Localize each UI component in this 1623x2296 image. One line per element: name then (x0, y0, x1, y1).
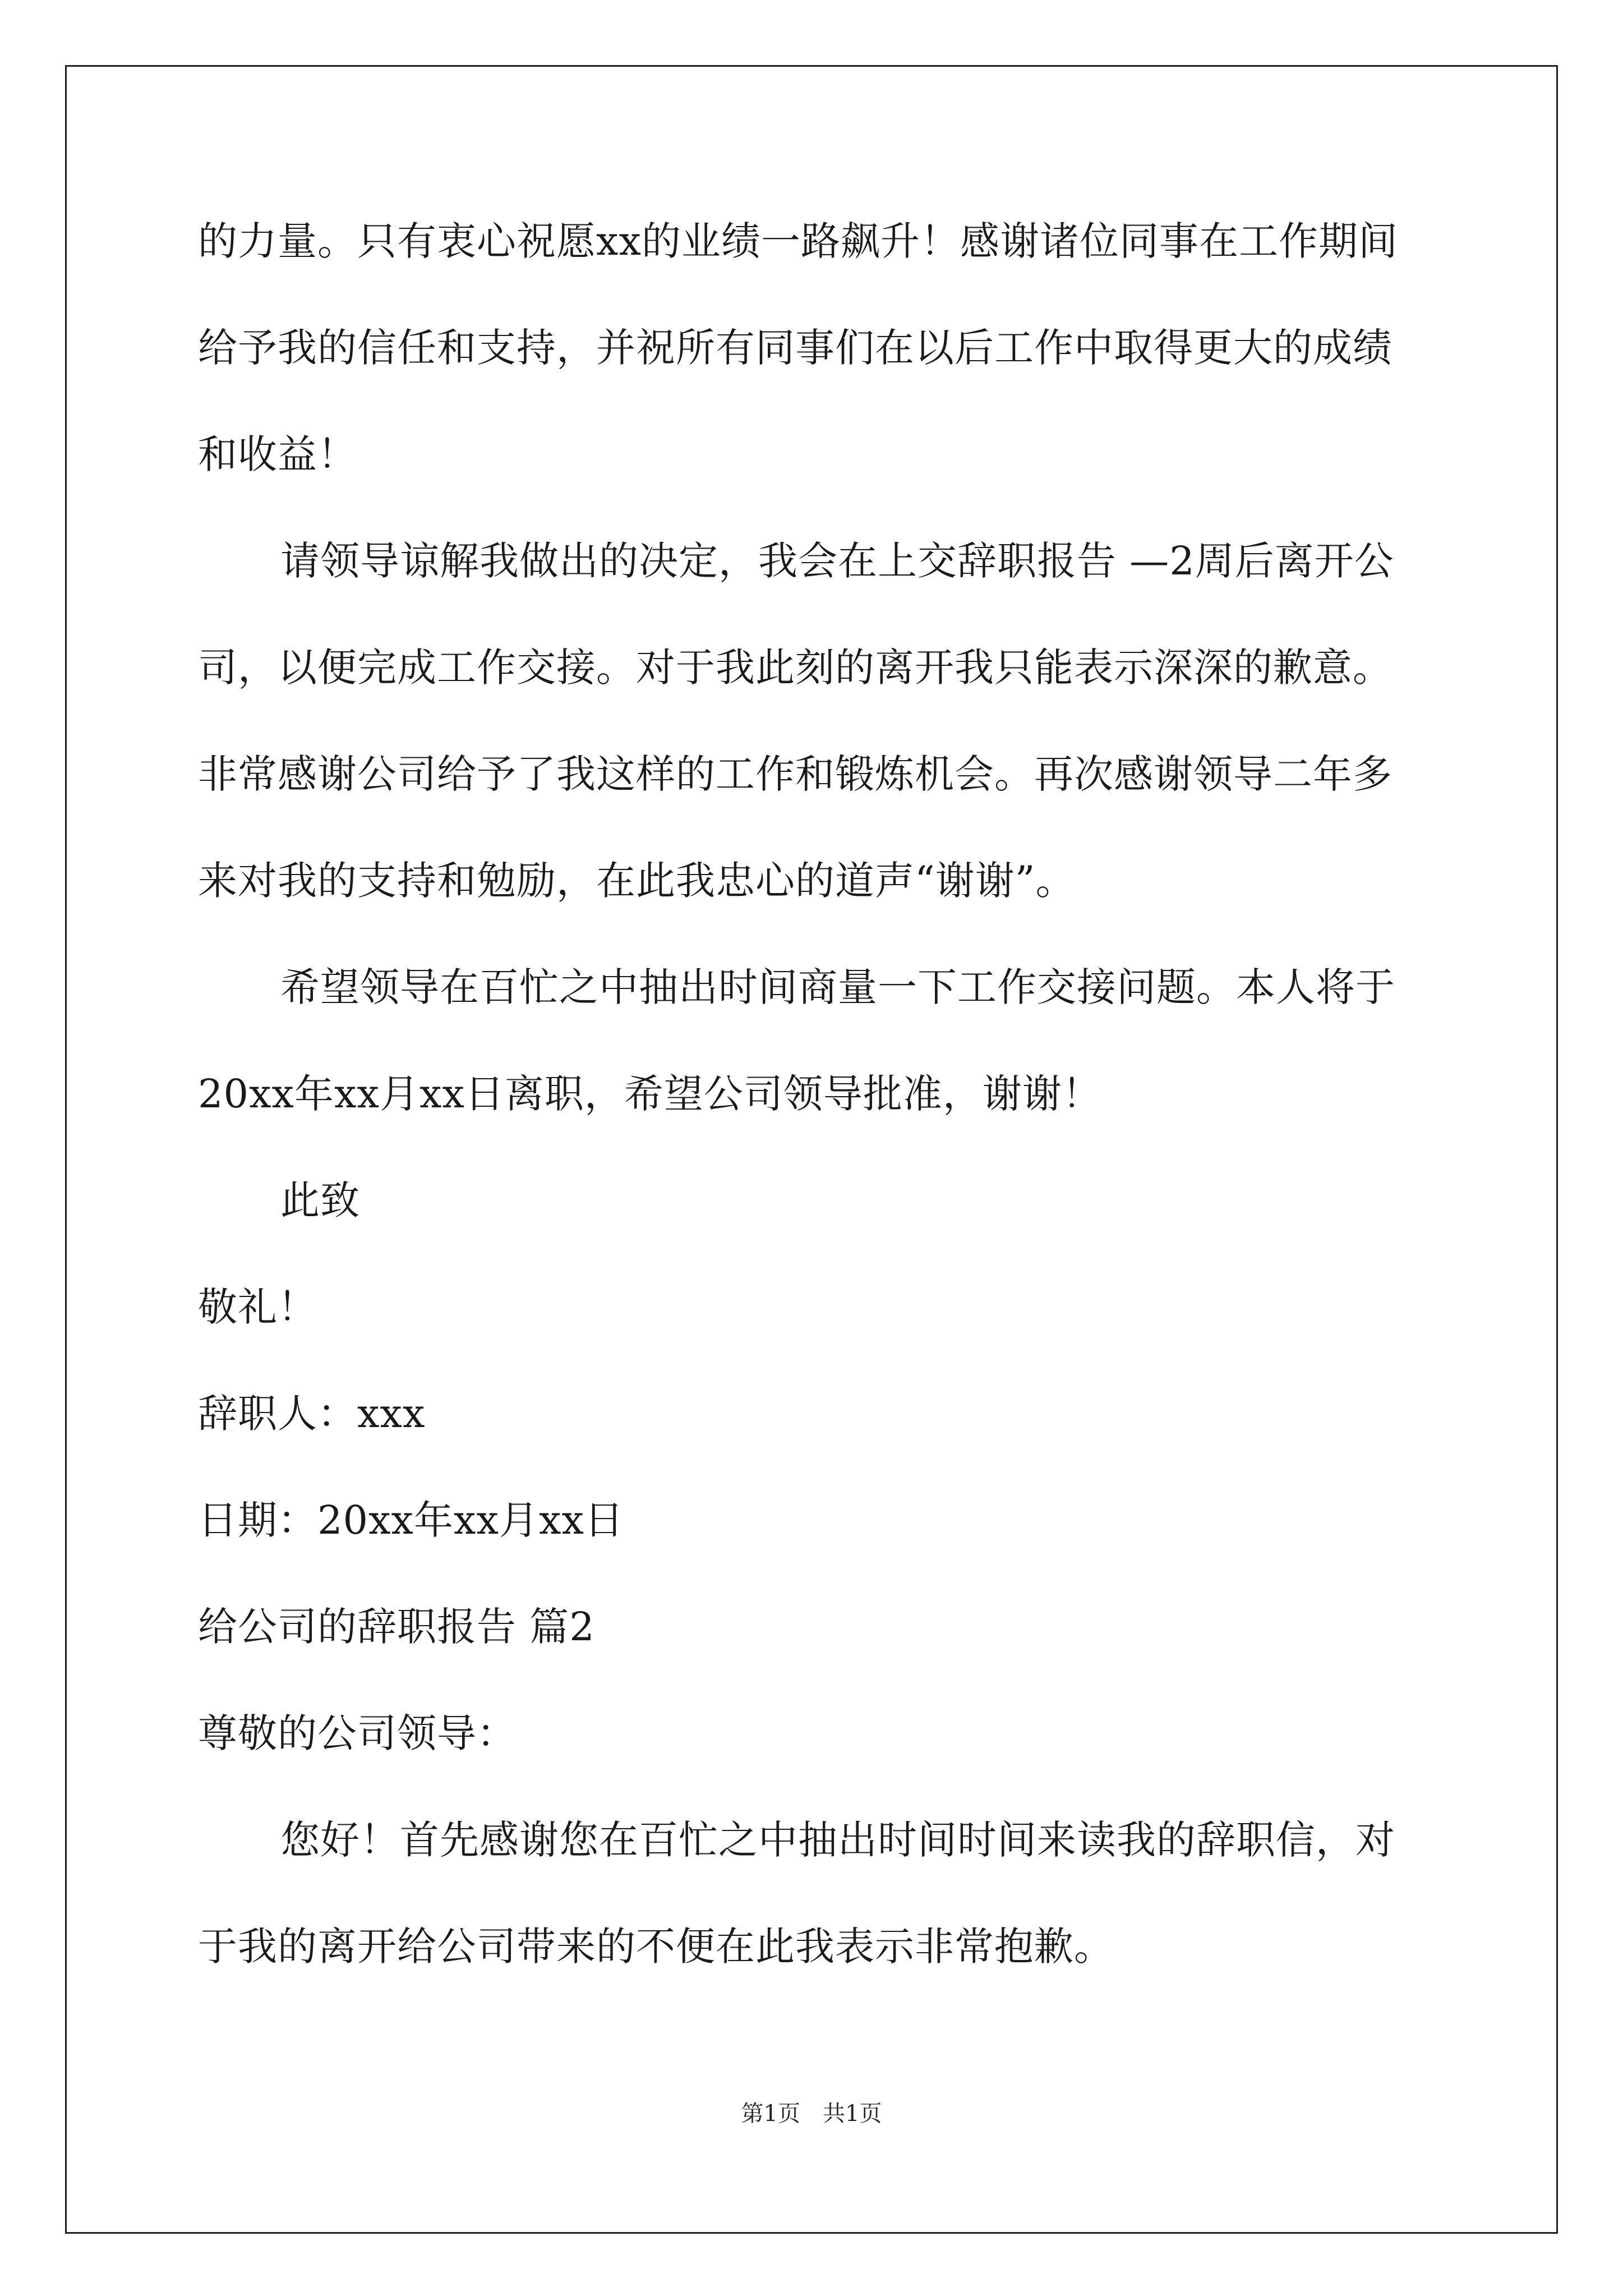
text-line: 和收益！ (198, 431, 357, 477)
paragraph-first-line: 请领导谅解我做出的决定，我会在上交辞职报告 —2周后离开公 (280, 538, 1394, 584)
text-line: 来对我的支持和勉励，在此我忠心的道声“谢谢”。 (198, 858, 1076, 904)
text-line: 给予我的信任和支持，并祝所有同事们在以后工作中取得更大的成绩 (198, 325, 1393, 371)
paragraph-first-line: 您好！首先感谢您在百忙之中抽出时间时间来读我的辞职信，对 (280, 1817, 1395, 1863)
paragraph-first-line: 希望领导在百忙之中抽出时间商量一下工作交接问题。本人将于 (280, 964, 1395, 1010)
text-line: 的力量。只有衷心祝愿xx的业绩一路飙升！感谢诸位同事在工作期间 (198, 218, 1398, 264)
text-line: 20xx年xx月xx日离职，希望公司领导批准，谢谢！ (198, 1071, 1102, 1117)
closing-regards: 敬礼！ (198, 1284, 317, 1330)
date-line: 日期：20xx年xx月xx日 (198, 1497, 624, 1543)
text-line: 于我的离开给公司带来的不便在此我表示非常抱歉。 (198, 1924, 1114, 1970)
section-heading: 给公司的辞职报告 篇2 (198, 1604, 595, 1650)
text-line: 非常感谢公司给予了我这样的工作和锻炼机会。再次感谢领导二年多 (198, 751, 1393, 797)
page-number-footer: 第1页 共1页 (741, 2101, 882, 2127)
signature-line: 辞职人：xxx (198, 1391, 426, 1437)
text-line: 司，以便完成工作交接。对于我此刻的离开我只能表示深深的歉意。 (198, 645, 1393, 691)
greeting: 尊敬的公司领导： (198, 1710, 517, 1756)
page-frame (65, 65, 1558, 2234)
closing-salutation: 此致 (280, 1177, 360, 1223)
